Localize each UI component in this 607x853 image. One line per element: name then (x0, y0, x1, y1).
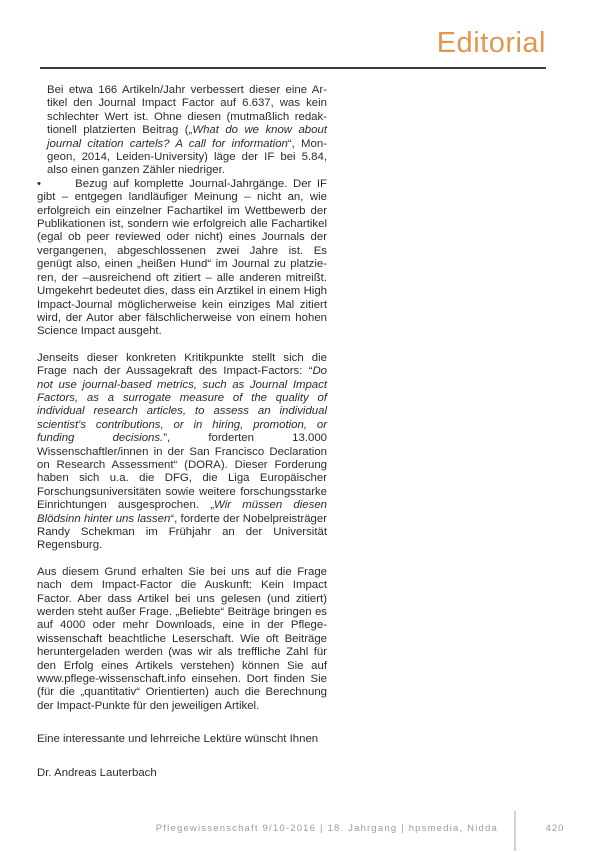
body-text: “, Mongeon, 2014, Leiden-University) läge der IF bei 5.84, also einen ganzen Zähler niedriger. (47, 137, 328, 177)
quote-text: Wir müssen diesen Blödsinn hinter uns lassen (37, 499, 327, 525)
paragraph (37, 84, 327, 178)
body-text: • Bezug auf komplette Journal-Jahrgänge. Der IF gibt – entgegen landläufiger Meinung – nicht an, wie erfolgreich ein einzelner Fachartikel im Wettbewerb der Publikationen ist, sondern wie erfolgreich alle Fachartikel (egal ob peer reviewed oder nicht) eines Journals der vergangenen, abgeschlossenen zwei Jahre ist. Es genügt also, einen „heißen Hund“ im Journal zu platzieren, der –ausreichend oft zitiert – alle anderen mitreißt. Umgekehrt bedeutet dies, dass ein Arztikel in einem High Impact-Journal möglicherweise kein einziges Mal zitiert wird, der Autor aber fälschlicherweise von einem hohen Science Impact ausgeht. (37, 177, 327, 338)
paragraph (37, 352, 327, 553)
body-text: “, forderte der Nobelpreisträger Randy Schekman im Frühjahr an der Universität Regensburg. (37, 512, 327, 552)
header-rule (40, 67, 546, 69)
footer-separator (514, 811, 516, 851)
quote-text: What do we know about journal citation cartels? A call for information (47, 124, 327, 150)
body-text: ”, forderten 13.000 Wissenschaftler/innen in der San Francisco Declaration on Research Assessment“ (DORA). Dieser Forderung haben sich u.a. die DFG, die Liga Europäischer Forschungsuniversitäten sowie weitere forschungsstarke Einrichtungen ausgesprochen. „ (37, 432, 327, 512)
article-body (37, 84, 327, 780)
paragraph (37, 178, 327, 339)
page-title: Editorial (436, 27, 546, 59)
footer-journal-line: Pflegewissenschaft 9/10-2016 | 18. Jahrgang | hpsmedia, Nidda (155, 823, 498, 834)
quote-text: Do not use journal-based metrics, such as Journal Impact Factors, as a surrogate measure of the quality of individual research articles, to assess an individual scientist's contributions, or in hiring, promotion, or funding decisions. (37, 365, 327, 445)
body-text: Bei etwa 166 Artikeln/Jahr verbessert dieser eine Artikel den Journal Impact Factor auf 6.637, was kein schlechter Wert ist. Ohne diesen (mutmaßlich redaktionell platzierten Beitrag („ (47, 84, 327, 137)
body-text: Dr. Andreas Lauterbach (37, 766, 157, 779)
paragraph (37, 767, 327, 780)
body-text: Jenseits dieser konkreten Kritikpunkte stellt sich die Frage nach der Aussagekraft des Impact-Factors: “ (37, 351, 327, 378)
body-text: Eine interessante und lehrreiche Lektüre wünscht Ihnen (37, 733, 319, 746)
paragraph (37, 566, 327, 713)
footer-page-number: 420 (545, 823, 565, 834)
paragraph (37, 733, 327, 746)
body-text: Aus diesem Grund erhalten Sie bei uns auf die Frage nach dem Impact-Factor die Auskunft: Kein Impact Factor. Aber dass Artikel bei uns gelesen (und zitiert) werden steht außer Frage. „Beliebte“ Beiträge bringen es auf 4000 oder mehr Downloads, eine in der Pflegewissenschaft beachtliche Leserschaft. Wie oft Beiträge heruntergeladen werden (was wir als treffliche Zahl für den Erfolg eines Artikels verstehen) können Sie auf www.pflege-wissenschaft.info einsehen. Dort finden Sie (für die „quantitativ“ Orientierten) auch die Berechnung der Impact-Punkte für den jeweiligen Artikel. (37, 565, 327, 712)
